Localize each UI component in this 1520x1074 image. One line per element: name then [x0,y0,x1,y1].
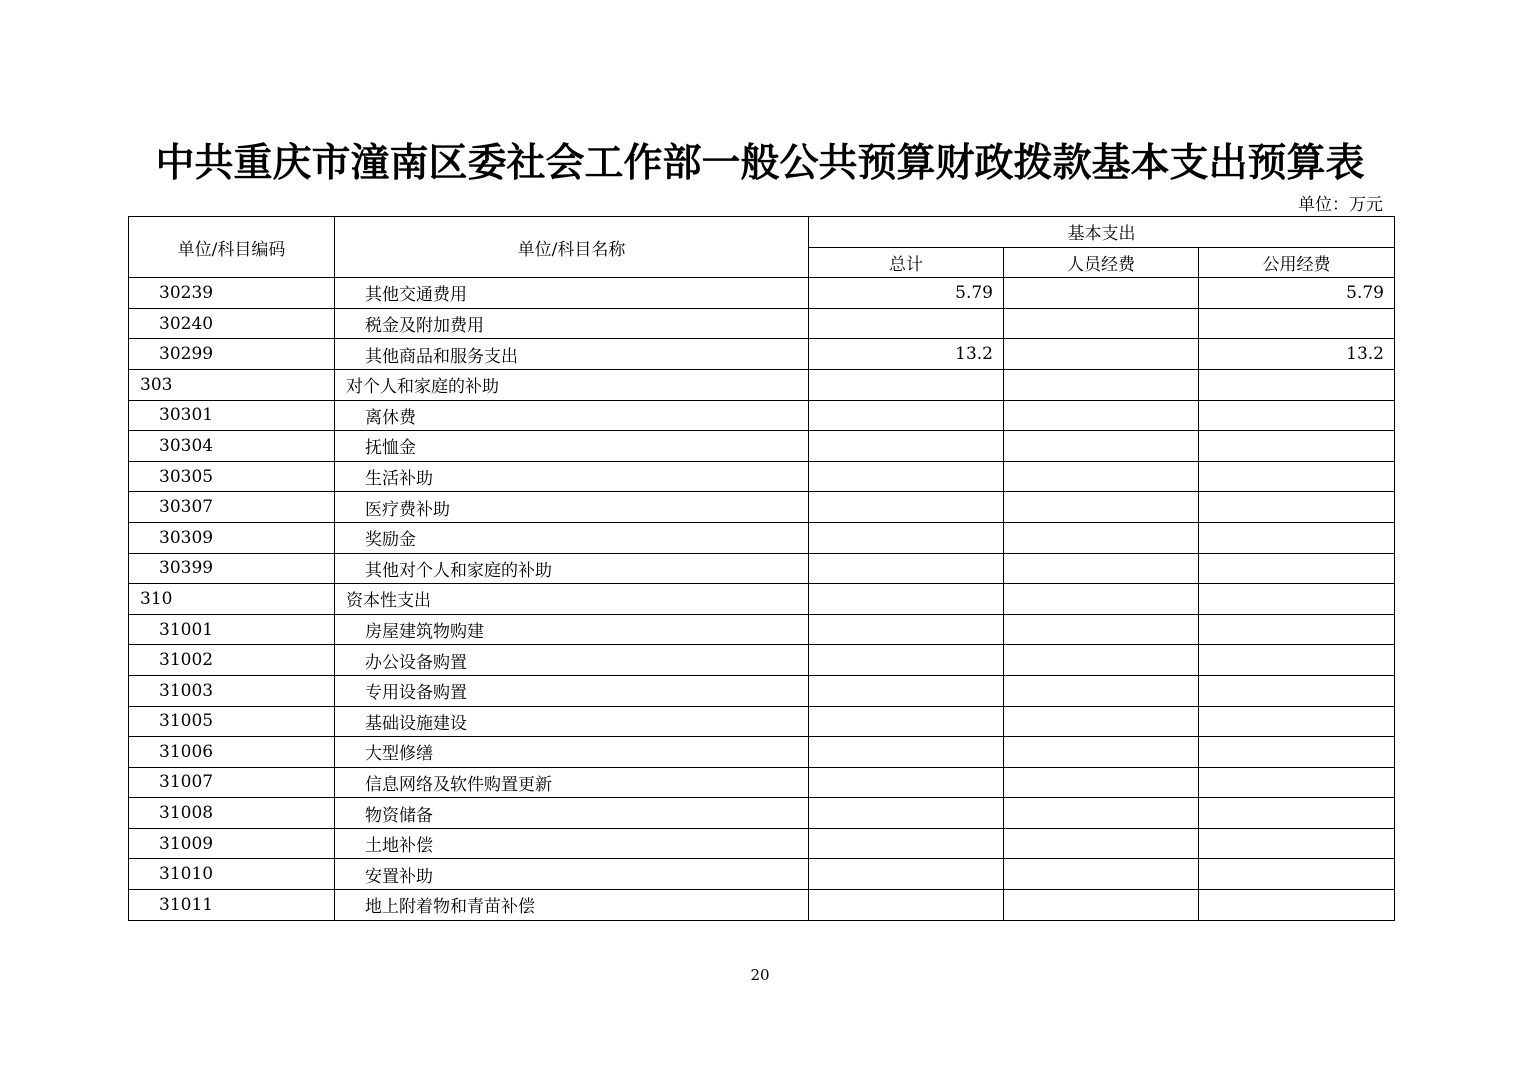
row-total [809,431,1004,462]
row-personnel [1004,400,1199,431]
row-total [809,767,1004,798]
row-code: 30301 [129,400,335,431]
row-code: 31007 [129,767,335,798]
row-code: 31011 [129,890,335,921]
header-public: 公用经费 [1199,247,1395,278]
row-code: 310 [129,584,335,615]
row-total [809,369,1004,400]
row-name: 信息网络及软件购置更新 [335,767,809,798]
table-row [129,400,1395,431]
row-personnel [1004,492,1199,523]
table-row [129,890,1395,921]
row-name: 生活补助 [335,461,809,492]
row-code: 30240 [129,308,335,339]
row-public [1199,553,1395,584]
page-number: 20 [750,966,770,984]
row-code: 30299 [129,339,335,370]
row-public [1199,890,1395,921]
row-code: 30399 [129,553,335,584]
row-name: 房屋建筑物购建 [335,614,809,645]
row-code: 31005 [129,706,335,737]
row-public [1199,798,1395,829]
row-name: 离休费 [335,400,809,431]
row-total [809,798,1004,829]
header-total: 总计 [809,247,1004,278]
row-total [809,737,1004,768]
row-name: 地上附着物和青苗补偿 [335,890,809,921]
row-total [809,400,1004,431]
row-total: 5.79 [809,278,1004,309]
table-row [129,767,1395,798]
row-public [1199,492,1395,523]
row-total [809,584,1004,615]
row-total [809,859,1004,890]
unit-label: 单位：万元 [1298,195,1383,215]
row-code: 31009 [129,828,335,859]
table-row [129,278,1395,309]
row-personnel [1004,859,1199,890]
row-personnel [1004,706,1199,737]
row-total [809,492,1004,523]
table-row [129,859,1395,890]
row-name: 安置补助 [335,859,809,890]
row-public [1199,584,1395,615]
row-personnel [1004,675,1199,706]
row-personnel [1004,798,1199,829]
row-code: 30305 [129,461,335,492]
row-code: 31001 [129,614,335,645]
table-row [129,431,1395,462]
page-title: 中共重庆市潼南区委社会工作部一般公共预算财政拨款基本支出预算表 [155,140,1365,186]
row-total [809,828,1004,859]
row-code: 30304 [129,431,335,462]
row-public [1199,400,1395,431]
row-public: 5.79 [1199,278,1395,309]
row-personnel [1004,584,1199,615]
row-personnel [1004,431,1199,462]
row-personnel [1004,461,1199,492]
table-row [129,737,1395,768]
row-name: 对个人和家庭的补助 [335,369,809,400]
table-row [129,492,1395,523]
row-name: 专用设备购置 [335,675,809,706]
table-row [129,584,1395,615]
row-total [809,461,1004,492]
row-personnel [1004,553,1199,584]
row-name: 其他交通费用 [335,278,809,309]
row-name: 税金及附加费用 [335,308,809,339]
header-row-1 [129,217,1395,248]
row-code: 31002 [129,645,335,676]
row-public [1199,675,1395,706]
row-name: 土地补偿 [335,828,809,859]
row-code: 303 [129,369,335,400]
table-row [129,369,1395,400]
table-row [129,461,1395,492]
row-total [809,645,1004,676]
row-public [1199,431,1395,462]
row-name: 办公设备购置 [335,645,809,676]
row-public [1199,767,1395,798]
row-name: 资本性支出 [335,584,809,615]
row-code: 31008 [129,798,335,829]
row-personnel [1004,614,1199,645]
row-personnel [1004,890,1199,921]
row-total [809,706,1004,737]
header-code: 单位/科目编码 [129,217,335,278]
header-personnel: 人员经费 [1004,247,1199,278]
table-row [129,675,1395,706]
table-row [129,706,1395,737]
row-public [1199,308,1395,339]
row-code: 30239 [129,278,335,309]
table-row [129,828,1395,859]
row-public [1199,614,1395,645]
row-name: 抚恤金 [335,431,809,462]
row-public [1199,522,1395,553]
row-public [1199,706,1395,737]
row-personnel [1004,339,1199,370]
row-personnel [1004,645,1199,676]
row-code: 31003 [129,675,335,706]
table-row [129,798,1395,829]
row-name: 其他商品和服务支出 [335,339,809,370]
row-code: 30309 [129,522,335,553]
row-total [809,614,1004,645]
row-code: 30307 [129,492,335,523]
table-row [129,308,1395,339]
header-basic-expenditure: 基本支出 [809,217,1395,248]
table-body [129,278,1395,920]
row-name: 奖励金 [335,522,809,553]
row-name: 基础设施建设 [335,706,809,737]
table-row [129,522,1395,553]
table-row [129,645,1395,676]
row-personnel [1004,767,1199,798]
row-personnel [1004,522,1199,553]
row-public [1199,859,1395,890]
row-total [809,890,1004,921]
row-code: 31010 [129,859,335,890]
row-personnel [1004,278,1199,309]
row-public [1199,737,1395,768]
row-total [809,522,1004,553]
table-row [129,339,1395,370]
row-total [809,308,1004,339]
row-name: 大型修缮 [335,737,809,768]
row-total [809,553,1004,584]
row-personnel [1004,828,1199,859]
row-personnel [1004,369,1199,400]
row-personnel [1004,308,1199,339]
row-public: 13.2 [1199,339,1395,370]
row-name: 医疗费补助 [335,492,809,523]
row-name: 物资储备 [335,798,809,829]
row-name: 其他对个人和家庭的补助 [335,553,809,584]
header-name: 单位/科目名称 [335,217,809,278]
table-row [129,553,1395,584]
row-total [809,675,1004,706]
row-personnel [1004,737,1199,768]
row-public [1199,828,1395,859]
row-public [1199,369,1395,400]
table-row [129,614,1395,645]
row-total: 13.2 [809,339,1004,370]
budget-table [128,216,1395,921]
row-public [1199,461,1395,492]
row-public [1199,645,1395,676]
row-code: 31006 [129,737,335,768]
